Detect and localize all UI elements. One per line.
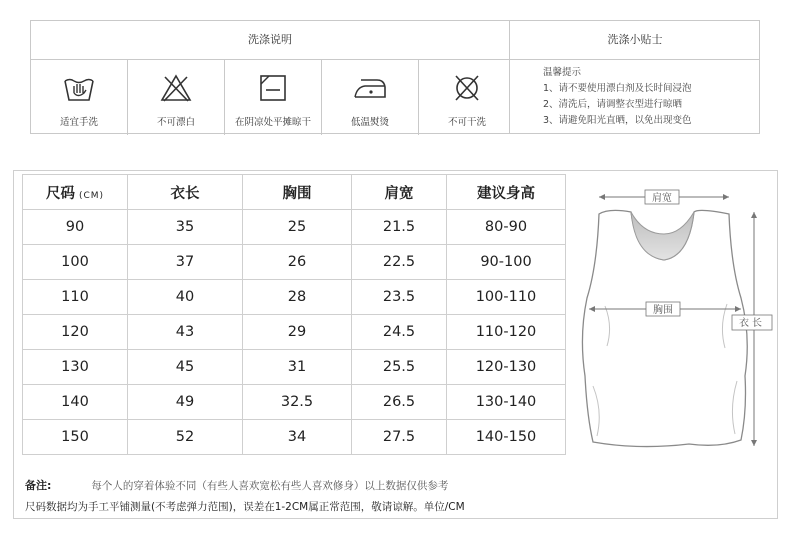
table-cell: 110 [23, 280, 128, 315]
header-shoulder: 肩宽 [352, 175, 447, 210]
table-row [23, 210, 566, 245]
no-dry-clean-icon [451, 73, 483, 103]
table-cell: 90 [23, 210, 128, 245]
tank-top-diagram [569, 186, 774, 456]
table-cell: 40 [128, 280, 243, 315]
care-label: 不可干洗 [447, 117, 486, 128]
table-cell: 23.5 [352, 280, 447, 315]
table-row [23, 420, 566, 455]
arrow-left-icon [599, 194, 605, 200]
header-size-label: 尺码 [45, 185, 75, 202]
table-cell: 25 [243, 210, 352, 245]
tip-item: 2、清洗后，请调整衣型进行晾晒 [543, 99, 683, 110]
table-cell: 140 [23, 385, 128, 420]
table-cell: 120-130 [447, 350, 566, 385]
care-header [31, 21, 759, 60]
care-item-no-bleach [128, 59, 224, 135]
size-table [22, 174, 566, 455]
care-label: 不可漂白 [156, 117, 195, 128]
care-item-hand-wash [31, 59, 127, 135]
table-cell: 26.5 [352, 385, 447, 420]
care-label: 适宜手洗 [59, 117, 98, 128]
tip-item: 1、请不要使用漂白剂及长时间浸泡 [543, 83, 692, 94]
arrow-down-icon [751, 440, 757, 446]
note-label: 备注: [25, 479, 52, 492]
table-cell: 35 [128, 210, 243, 245]
shade-flat-dry-icon [258, 73, 288, 103]
table-cell: 45 [128, 350, 243, 385]
table-cell: 120 [23, 315, 128, 350]
table-cell: 52 [128, 420, 243, 455]
note-line-2: 尺码数据均为手工平铺测量(不考虑弹力范围)，误差在1-2CM属正常范围，敬请谅解。单位/CM [25, 501, 465, 513]
tips-heading: 温馨提示 [543, 67, 582, 78]
table-cell: 49 [128, 385, 243, 420]
table-row [23, 245, 566, 280]
table-cell: 100-110 [447, 280, 566, 315]
care-item-shade-dry [225, 59, 321, 135]
table-row [23, 315, 566, 350]
care-item-low-iron [322, 59, 418, 135]
length-label: 衣长 [739, 318, 765, 329]
care-label: 在阴凉处平摊晾干 [234, 117, 311, 128]
header-length: 衣长 [128, 175, 243, 210]
care-tips [543, 65, 692, 129]
table-cell: 130-140 [447, 385, 566, 420]
table-cell: 110-120 [447, 315, 566, 350]
arrow-up-icon [751, 212, 757, 218]
table-cell: 130 [23, 350, 128, 385]
table-row [23, 385, 566, 420]
care-icons-row [31, 59, 509, 135]
care-label: 低温熨烫 [350, 117, 389, 128]
hand-wash-icon [62, 73, 96, 103]
table-cell: 37 [128, 245, 243, 280]
table-cell: 28 [243, 280, 352, 315]
table-cell: 150 [23, 420, 128, 455]
table-header-row [23, 175, 566, 210]
tip-item: 3、请避免阳光直晒，以免出现变色 [543, 115, 692, 126]
table-cell: 24.5 [352, 315, 447, 350]
shoulder-label: 肩宽 [652, 193, 672, 204]
table-cell: 26 [243, 245, 352, 280]
care-instructions-box [30, 20, 760, 134]
low-iron-icon [351, 73, 389, 103]
table-cell: 31 [243, 350, 352, 385]
chest-label: 胸围 [653, 305, 673, 316]
table-cell: 22.5 [352, 245, 447, 280]
table-cell: 32.5 [243, 385, 352, 420]
arrow-right-icon [723, 194, 729, 200]
table-cell: 140-150 [447, 420, 566, 455]
table-cell: 25.5 [352, 350, 447, 385]
table-cell: 34 [243, 420, 352, 455]
no-bleach-icon [159, 73, 193, 103]
header-size [23, 175, 128, 210]
size-table-body [23, 210, 566, 455]
table-cell: 29 [243, 315, 352, 350]
care-item-no-dry-clean [419, 59, 515, 135]
header-unit: (CM) [78, 190, 105, 201]
table-cell: 90-100 [447, 245, 566, 280]
note-line-1 [25, 477, 448, 493]
table-cell: 100 [23, 245, 128, 280]
care-title: 洗涤说明 [248, 33, 292, 46]
header-chest: 胸围 [243, 175, 352, 210]
note-text: 每个人的穿着体验不同（有些人喜欢宽松有些人喜欢修身）以上数据仅供参考 [91, 480, 449, 492]
table-cell: 27.5 [352, 420, 447, 455]
table-cell: 21.5 [352, 210, 447, 245]
table-cell: 80-90 [447, 210, 566, 245]
header-height: 建议身高 [447, 175, 566, 210]
size-chart-box [13, 170, 778, 519]
tips-title: 洗涤小贴士 [607, 33, 663, 46]
table-row [23, 350, 566, 385]
table-cell: 43 [128, 315, 243, 350]
table-row [23, 280, 566, 315]
